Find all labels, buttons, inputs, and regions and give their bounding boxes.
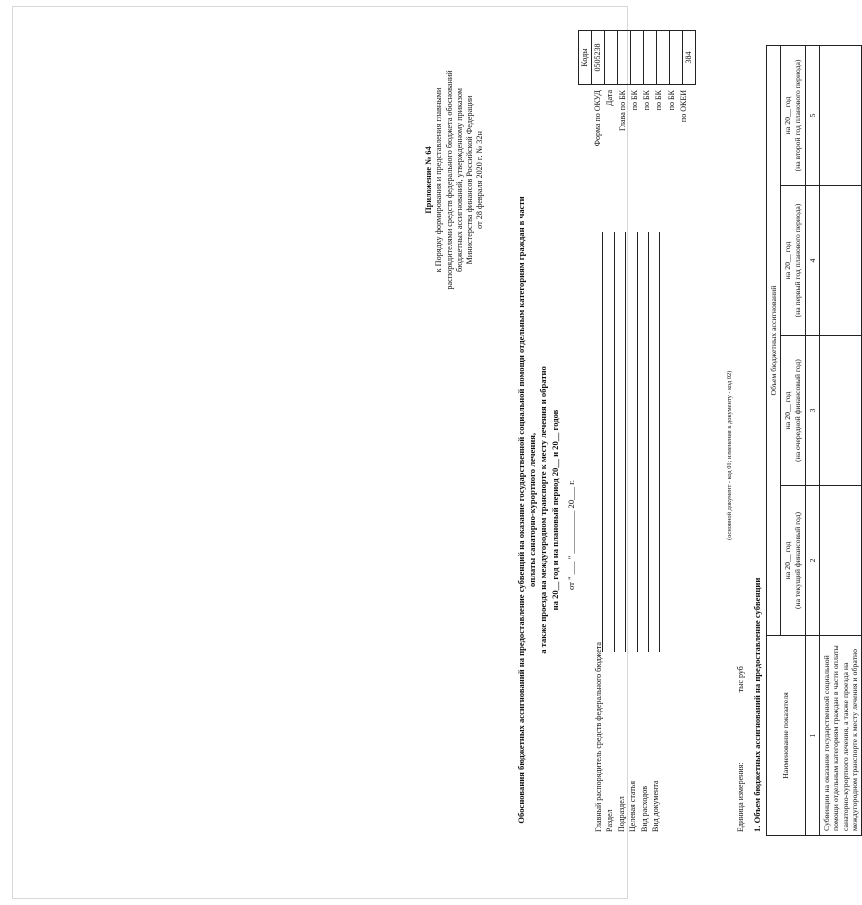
codes-table xyxy=(578,30,696,85)
header-year-col xyxy=(781,336,805,486)
title-line: а также проезда на междугородном транспорте к месту лечения и обратно xyxy=(538,366,549,654)
header-allocations: Объем бюджетных ассигнований xyxy=(767,46,781,636)
field-row xyxy=(628,232,639,832)
value-cell[interactable] xyxy=(819,186,861,336)
field-line[interactable] xyxy=(648,232,649,652)
field-line[interactable] xyxy=(625,232,626,652)
code-label: по БК xyxy=(629,90,639,111)
code-cell: 384 xyxy=(683,31,696,85)
row-label: Субвенции на оказание государственной социальной помощи отдельным категориям граждан в части оплаты санаторно-курортного лечения, а также проезда на междугородном транспорте к месту лечения и обратно xyxy=(819,636,861,836)
field-label: Главный распорядитель средств федерального бюджета xyxy=(594,642,603,832)
budget-table xyxy=(766,45,862,836)
code-cell xyxy=(605,31,618,85)
header-year-col xyxy=(781,486,805,636)
field-line[interactable] xyxy=(602,232,603,652)
appendix-line: к Порядку формирования и представления главными xyxy=(434,87,444,273)
appendix-line: распорядителями средств федерального бюджета обоснований xyxy=(444,70,454,290)
codes-header: Коды xyxy=(579,31,592,85)
field-label: Подраздел xyxy=(616,796,626,832)
appendix-number: Приложение № 64 xyxy=(424,146,433,214)
field-row xyxy=(640,232,651,832)
header-year: на 20__ год xyxy=(783,241,793,280)
code-cell: 0505238 xyxy=(592,31,605,85)
field-row xyxy=(651,232,662,832)
column-number: 2 xyxy=(805,486,819,636)
field-label: Вид документа xyxy=(650,780,660,832)
header-year: на 20__ год xyxy=(783,541,793,580)
codes-labels xyxy=(592,90,690,146)
unit-row xyxy=(736,666,746,832)
unit-label: Единица измерения: xyxy=(736,762,745,832)
field-line[interactable] xyxy=(637,232,638,652)
header-year-note: (на очередной финансовый год) xyxy=(792,359,802,462)
field-row xyxy=(594,232,605,832)
header-year: на 20__ год xyxy=(783,96,793,135)
column-number: 1 xyxy=(805,636,819,836)
code-label: Глава по БК xyxy=(617,90,627,131)
header-year-note: (на первый год планового периода) xyxy=(792,203,802,318)
header-year-col xyxy=(781,46,805,186)
document-title xyxy=(516,190,561,830)
title-line: на 20__ год и на плановый период 20__ и 20__ годов xyxy=(549,409,560,611)
code-cell xyxy=(657,31,670,85)
title-line: Обоснования бюджетных ассигнований на предоставление субвенций на оказание государственной социальной помощи отдельным категориям граждан в части оплаты санаторно-курортного лечения, xyxy=(516,196,538,824)
code-label: по ОКЕИ xyxy=(679,90,689,123)
code-cell xyxy=(631,31,644,85)
appendix-block xyxy=(424,30,486,330)
value-cell[interactable] xyxy=(819,336,861,486)
header-indicator-name: Наименование показателя xyxy=(767,636,806,836)
value-cell[interactable] xyxy=(819,46,861,186)
code-label: по БК xyxy=(642,90,652,111)
section-title: 1. Объем бюджетных ассигнований на предоставление субвенции xyxy=(752,577,762,832)
header-year-note: (на второй год планового периода) xyxy=(792,59,802,172)
code-label: по БК xyxy=(654,90,664,111)
code-cell xyxy=(670,31,683,85)
field-row xyxy=(617,232,628,832)
column-number: 4 xyxy=(805,186,819,336)
document-type-note: (основной документ - код 01; изменения к документу - код 02) xyxy=(726,370,733,540)
document xyxy=(418,20,859,860)
column-number: 5 xyxy=(805,46,819,186)
header-year: на 20__ год xyxy=(783,391,793,430)
date-line: от " ___ " __________ 20___ г. xyxy=(566,480,576,590)
field-line[interactable] xyxy=(614,232,615,652)
code-label: Дата xyxy=(605,90,615,106)
header-year-note: (на текущий финансовый год) xyxy=(792,512,802,609)
field-row xyxy=(605,232,616,832)
code-label: по БК xyxy=(666,90,676,111)
field-label: Раздел xyxy=(605,809,615,832)
column-number: 3 xyxy=(805,336,819,486)
field-label: Вид расходов xyxy=(639,786,649,832)
appendix-line: от 28 февраля 2020 г. № 32н xyxy=(475,131,485,229)
code-cell xyxy=(618,31,631,85)
unit-value: тыс руб xyxy=(736,666,745,693)
appendix-line: Министерства финансов Российской Федерации xyxy=(465,95,474,265)
header-year-col xyxy=(781,186,805,336)
value-cell[interactable] xyxy=(819,486,861,636)
fields-block xyxy=(594,232,662,832)
field-label: Целевая статья xyxy=(628,780,638,832)
appendix-line: бюджетных ассигнований, утвержденному приказом xyxy=(454,88,464,272)
code-cell xyxy=(644,31,657,85)
code-label: Форма по ОКУД xyxy=(593,90,602,147)
field-line[interactable] xyxy=(659,232,660,652)
